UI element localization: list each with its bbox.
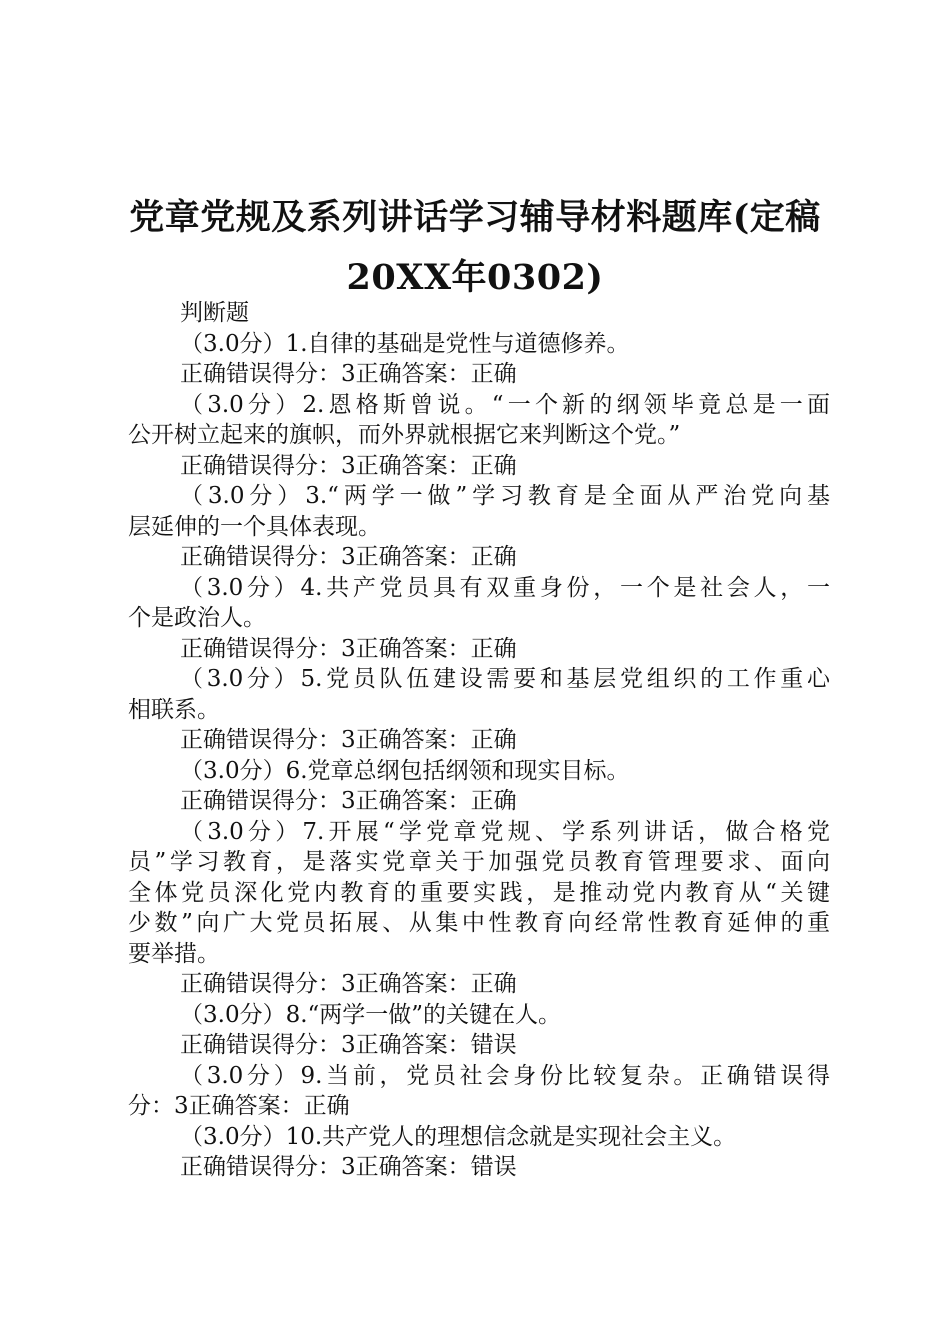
- question-line: （3.0分）6.党章总纲包括纲领和现实目标。: [180, 757, 630, 784]
- answer-line: 正确错误得分：3正确答案：正确: [180, 452, 517, 479]
- question-line: （3.0分）10.共产党人的理想信念就是实现社会主义。: [180, 1123, 737, 1150]
- question-continuation-line: 个是政治人。: [128, 605, 266, 631]
- question-line: （3.0分）4.共产党员具有双重身份，一个是社会人，一: [180, 574, 830, 601]
- answer-line: 正确错误得分：3正确答案：错误: [180, 1154, 517, 1180]
- answer-line: 正确错误得分：3正确答案：正确: [180, 971, 517, 997]
- answer-line: 正确错误得分：3正确答案：正确: [180, 788, 517, 814]
- question-line: （3.0分）5.党员队伍建设需要和基层党组织的工作重心: [180, 666, 830, 692]
- question-continuation-line: 员”学习教育，是落实党章关于加强党员教育管理要求、面向: [128, 849, 830, 875]
- answer-line: 正确错误得分：3正确答案：正确: [180, 727, 517, 753]
- answer-line: 正确错误得分：3正确答案：正确: [180, 635, 517, 662]
- question-continuation-line: 要举措。: [128, 940, 220, 967]
- document-title-line-2: 20XX年0302): [346, 257, 604, 298]
- question-line: （3.0分）9.当前，党员社会身份比较复杂。正确错误得: [180, 1062, 830, 1089]
- answer-line: 正确错误得分：3正确答案：正确: [180, 361, 517, 387]
- answer-line: 正确错误得分：3正确答案：错误: [180, 1032, 517, 1058]
- document-title-line-1: 党章党规及系列讲话学习辅导材料题库(定稿: [129, 197, 821, 238]
- question-continuation-line: 层延伸的一个具体表现。: [128, 513, 381, 540]
- question-line: （3.0分）7.开展“学党章党规、学系列讲话，做合格党: [180, 818, 830, 845]
- question-line: （3.0分）3.“两学一做”学习教育是全面从严治党向基: [180, 483, 830, 509]
- question-continuation-line: 分：3正确答案：正确: [128, 1093, 350, 1119]
- answer-line: 正确错误得分：3正确答案：正确: [180, 544, 517, 570]
- section-heading: 判断题: [180, 300, 249, 326]
- question-line: （3.0分）1.自律的基础是党性与道德修养。: [180, 330, 630, 357]
- question-continuation-line: 相联系。: [128, 696, 220, 723]
- question-continuation-line: 全体党员深化党内教育的重要实践，是推动党内教育从“关键: [128, 879, 830, 906]
- question-continuation-line: 少数”向广大党员拓展、从集中性教育向经常性教育延伸的重: [128, 910, 830, 936]
- question-line: （3.0分）8.“两学一做”的关键在人。: [180, 1001, 562, 1028]
- question-line: （3.0分）2.恩格斯曾说。“一个新的纲领毕竟总是一面: [180, 391, 830, 418]
- document-body: [128, 298, 830, 1183]
- question-continuation-line: 公开树立起来的旗帜，而外界就根据它来判断这个党。”: [128, 422, 681, 448]
